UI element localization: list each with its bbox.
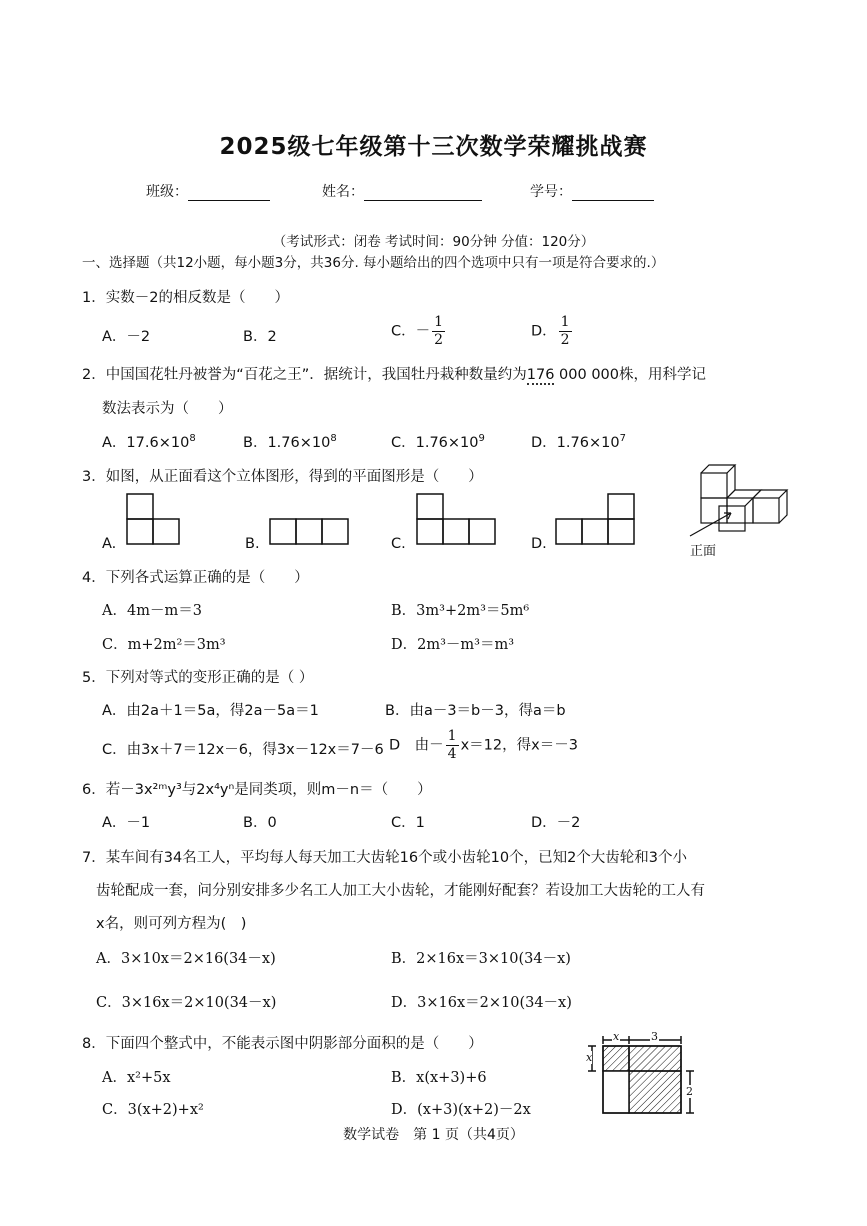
q7-option-b: B．2×16x＝3×10(34－x) — [391, 951, 571, 967]
q3-option-c-label: C. — [391, 536, 406, 552]
q8-area-figure — [588, 1036, 694, 1113]
q1-c-prefix: C．－ — [391, 323, 431, 340]
q8-option-d: D．(x+3)(x+2)－2x — [391, 1102, 531, 1118]
q3-option-d-label: D. — [531, 536, 547, 552]
q1-option-a: A．－2 — [102, 329, 151, 345]
q3-solid-figure — [690, 465, 787, 536]
q3-option-b-label: B. — [245, 536, 260, 552]
q7-line3: x名，则可列方程为( ) — [96, 916, 247, 932]
q2-option-d: D．$1.76\times 10^7$ — [531, 433, 626, 451]
q8-fig-3: 3 — [651, 1030, 658, 1043]
q7-line2: 齿轮配成一套，问分别安排多少名工人加工大小齿轮，才能刚好配套？若设加工大齿轮的工人有 — [96, 883, 705, 899]
exam-title: 2025级七年级第十三次数学荣耀挑战赛 — [219, 134, 648, 160]
q7-option-d: D．3×16x＝2×10(34－x) — [391, 995, 572, 1011]
q8-fig-x-left: x — [586, 1051, 593, 1064]
q2-number-dotted: 176 — [526, 367, 555, 383]
q3-option-a-label: A. — [102, 536, 117, 552]
q5-option-d: D 由－ $\frac{1}{4}$ x＝12，得x＝－3 — [389, 728, 578, 762]
q5-option-a: A．由2a＋1＝5a，得2a－5a＝1 — [102, 703, 319, 719]
q3-front-label: 正面 — [690, 544, 717, 559]
q8-option-b: B．x(x+3)+6 — [391, 1070, 487, 1086]
q2-option-a: A．$17.6\times 10^8$ — [102, 433, 196, 451]
q8-option-c: C．3(x+2)+x² — [102, 1102, 204, 1118]
q1-d-fraction: $\frac{1}{2}$ — [560, 314, 570, 348]
q2-stem-end: 000 000株，用科学记 — [554, 367, 707, 383]
q5-option-b: B．由a－3＝b－3，得a＝b — [385, 703, 566, 719]
exam-info: （考试形式：闭卷 考试时间：90分钟 分值：120分） — [272, 234, 595, 250]
q2-stem-text: 2．中国国花牡丹被誉为“百花之王”．据统计，我国牡丹栽种数量约为 — [82, 367, 527, 383]
q6-option-b: B．0 — [243, 815, 277, 831]
section-heading: 一、选择题（共12小题，每小题3分，共36分. 每小题给出的四个选项中只有一项是符合要求的.） — [82, 255, 665, 271]
q6-option-a: A．－1 — [102, 815, 151, 831]
q8-fig-2: 2 — [686, 1085, 693, 1098]
q7-line1: 7．某车间有34名工人，平均每人每天加工大齿轮16个或小齿轮10个，已知2个大齿轮和3个小 — [82, 850, 688, 866]
q3-figure-d — [556, 494, 634, 544]
page-footer: 数学试卷 第 1 页（共4页） — [343, 1127, 524, 1143]
q5-stem: 5．下列对等式的变形正确的是（ ） — [82, 670, 314, 686]
q3-figure-a — [127, 494, 179, 544]
q1-stem: 1．实数－2的相反数是（ ） — [82, 290, 289, 306]
q7-option-c: C．3×16x＝2×10(34－x) — [96, 995, 277, 1011]
q6-option-d: D．－2 — [531, 815, 581, 831]
q2-stem-line2: 数法表示为（ ） — [102, 401, 233, 417]
q2-option-c: C．$1.76\times 10^9$ — [391, 433, 485, 451]
q4-option-d: D．2m³－m³＝m³ — [391, 637, 515, 653]
q5-d-fraction: $\frac{1}{4}$ — [447, 728, 457, 762]
q1-option-b: B．2 — [243, 329, 277, 345]
q5-option-c: C．由3x＋7＝12x－6，得3x－12x＝7－6 — [102, 742, 384, 758]
q1-c-fraction: $\frac{1}{2}$ — [434, 314, 444, 348]
q8-option-a: A．x²+5x — [102, 1070, 171, 1086]
q3-figure-b — [270, 519, 348, 544]
q8-stem: 8．下面四个整式中，不能表示图中阴影部分面积的是（ ） — [82, 1036, 483, 1052]
q4-option-a: A．4m－m＝3 — [102, 603, 202, 619]
q4-option-b: B．3m³+2m³＝5m⁶ — [391, 603, 530, 619]
q1-d-prefix: D． — [531, 323, 557, 340]
q6-option-c: C．1 — [391, 815, 425, 831]
q3-figure-c — [417, 494, 495, 544]
q6-stem: 6．若－3x²ᵐy³与2x⁴yⁿ是同类项，则m－n＝（ ） — [82, 782, 432, 798]
q2-option-b: B．$1.76\times 10^8$ — [243, 433, 337, 451]
q4-option-c: C．m+2m²＝3m³ — [102, 637, 226, 653]
class-label: 班级： — [146, 184, 188, 200]
q4-stem: 4．下列各式运算正确的是（ ） — [82, 570, 309, 586]
q7-option-a: A．3×10x＝2×16(34－x) — [96, 951, 276, 967]
number-label: 学号： — [530, 184, 572, 200]
q3-stem: 3．如图，从正面看这个立体图形，得到的平面图形是（ ） — [82, 469, 483, 485]
q8-fig-x-top: x — [613, 1030, 620, 1043]
name-label: 姓名： — [322, 184, 364, 200]
